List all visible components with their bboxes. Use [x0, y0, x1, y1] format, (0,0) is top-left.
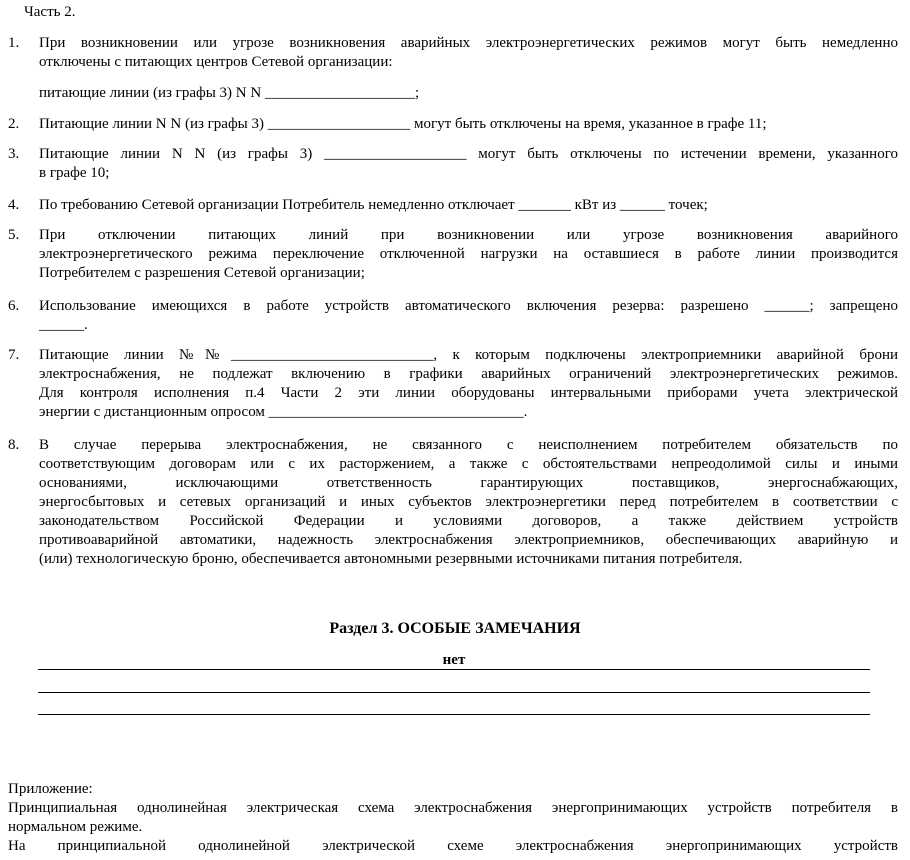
item-text-line: По требованию Сетевой организации Потребитель немедленно отключает _______ кВт из ______ точек;	[39, 197, 708, 213]
item-text-line: При возникновении или угрозе возникновения аварийных электроэнергетических режимов могут быть немедленно	[39, 35, 898, 51]
item-text-line: электроэнергетического режима переключение отключенной нагрузки на оставшиеся в работе линии производится	[39, 246, 898, 262]
feeder-lines-field: питающие линии (из графы 3) N N ____________________;	[39, 85, 420, 101]
item-text-line: Питающие линии №№___________________________, к которым подключены электроприемники аварийной брони	[39, 347, 898, 363]
item-text-line: ______.	[39, 317, 88, 333]
item-text-line: При отключении питающих линий при возникновении или угрозе возникновения аварийного	[39, 227, 898, 243]
appendix-label: Приложение:	[8, 781, 93, 797]
list-item-5	[8, 226, 898, 283]
item-text-line: Использование имеющихся в работе устройств автоматического включения резерва: разрешено ______; запрещено	[39, 298, 898, 314]
item-text-line: законодательством Российской Федерации и условиями договоров, а также действием устройств	[39, 513, 898, 529]
item-number: 8.	[8, 437, 20, 453]
item-text-line: энергосбытовых и сетевых организаций и иных субъектов электроэнергетики перед потребителем в соответствии с	[39, 494, 898, 510]
item-number: 1.	[8, 35, 20, 51]
item-number: 7.	[8, 347, 20, 363]
fill-line	[38, 714, 870, 715]
item-text-line: соответствующим договорам или с их расторжением, а также с обстоятельствами непреодолимой силы и иными	[39, 456, 898, 472]
section-3-title: Раздел 3. ОСОБЫЕ ЗАМЕЧАНИЯ	[329, 620, 581, 637]
item-number: 5.	[8, 227, 20, 243]
appendix-text-line: нормальном режиме.	[8, 819, 143, 835]
list-item-2	[8, 115, 898, 134]
item-text-line: основаниями, исключающими ответственность гарантирующих поставщиков, энергоснабжающих,	[39, 475, 898, 491]
item-text-line: Питающие линии N N (из графы 3) ___________________ могут быть отключены на время, указанное в графе 11;	[39, 116, 767, 132]
item-number: 4.	[8, 197, 20, 213]
list-item-6	[8, 297, 898, 335]
item-text-line: в графе 10;	[39, 165, 110, 181]
fill-line	[38, 669, 870, 670]
item-number: 2.	[8, 116, 20, 132]
list-item-3	[8, 145, 898, 183]
item-text-line: Питающие линии N N (из графы 3) ___________________ могут быть отключены по истечении времени, указанного	[39, 146, 898, 162]
item-text-line: энергии с дистанционным опросом __________________________________.	[39, 404, 528, 420]
appendix	[8, 780, 898, 856]
item-number: 6.	[8, 298, 20, 314]
item-text-line: отключены с питающих центров Сетевой организации:	[39, 54, 393, 70]
item-number: 3.	[8, 146, 20, 162]
list-item-8	[8, 436, 898, 569]
item-text-line: противоаварийной автоматики, надежность электроснабжения электроприемников, обеспечивающих аварийную и	[39, 532, 898, 548]
item-text-line: электроснабжения, не подлежат включению в графики аварийных ограничений электроэнергетических режимов.	[39, 366, 898, 382]
appendix-text-line: Принципиальная однолинейная электрическая схема электроснабжения энергопринимающих устройств потребителя в	[8, 800, 898, 816]
item-text-line: Для контроля исполнения п.4 Части 2 эти линии оборудованы интервальными приборами учета электрической	[39, 385, 898, 401]
appendix-text-line: На принципиальной однолинейной электрической схеме электроснабжения энергопринимающих устройств	[8, 838, 898, 854]
list-item-1	[8, 34, 898, 72]
item-text-line: В случае перерыва электроснабжения, не связанного с неисполнением потребителем обязательств по	[39, 437, 898, 453]
list-item-7	[8, 346, 898, 422]
fill-line	[38, 692, 870, 693]
item-text-line: (или) технологическую броню, обеспечивается автономными резервными источниками питания потребителя.	[39, 551, 743, 567]
part-title: Часть 2.	[24, 4, 76, 20]
list-item-4	[8, 196, 898, 215]
special-notes-value: нет	[442, 652, 466, 668]
item-text-line: Потребителем с разрешения Сетевой организации;	[39, 265, 365, 281]
